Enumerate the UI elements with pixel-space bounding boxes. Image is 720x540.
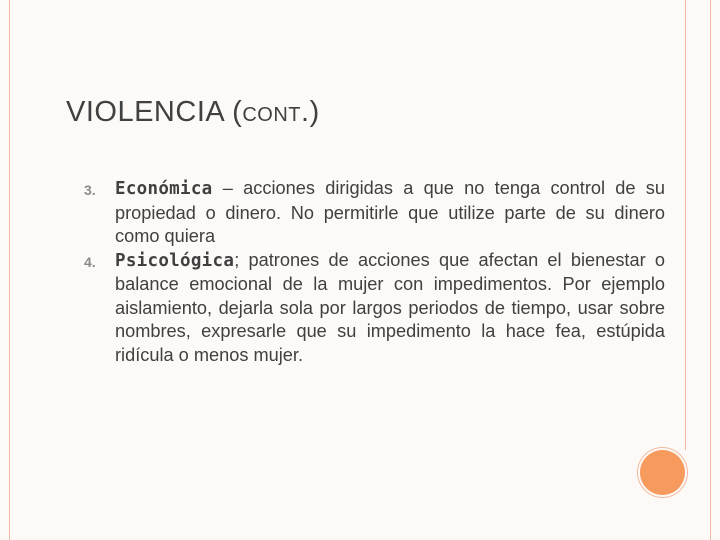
list-item-number: 4.: [84, 253, 96, 270]
list-item-term: Psicológica: [115, 250, 235, 271]
slide-content: [84, 177, 665, 367]
title-main: IOLENCIA (: [85, 96, 243, 128]
decorative-circle: [640, 450, 685, 495]
list-item-number: 3.: [84, 182, 96, 198]
list-item: [84, 177, 665, 249]
list-item-term: Económica: [115, 179, 213, 199]
slide-title: [66, 96, 320, 129]
title-initial: V: [66, 96, 86, 128]
title-smallcaps: CONT: [242, 104, 302, 126]
list-item-text: ; patrones de acciones que afectan el bienestar o balance emocional de la mujer con impedimentos. Por ejemplo aislamiento, dejarla sola por largos periodos de tiempo, usar sobre nombres, expresarle que su impedimento la hace fea, estúpida ridícula o menos mujer.: [115, 249, 665, 365]
list-item-text: – acciones dirigidas a que no tenga control de su propiedad o dinero. No permitirle que utilize parte de su dinero como quiera: [115, 178, 665, 246]
list-item: [84, 249, 665, 368]
title-end: .): [301, 96, 320, 128]
decorative-line: [685, 0, 686, 450]
